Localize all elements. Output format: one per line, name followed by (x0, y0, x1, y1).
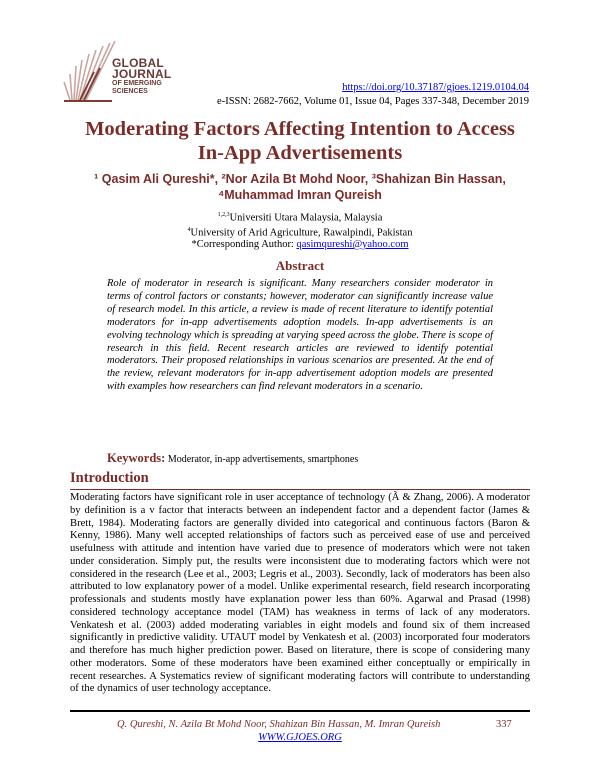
journal-logo (62, 38, 180, 108)
affiliation-2-text: University of Arid Agriculture, Rawalpindi, Pakistan (190, 227, 413, 239)
author-line-1: ¹ Qasim Ali Qureshi*, ²Nor Azila Bt Mohd Noor, ³Shahizan Bin Hassan, (94, 172, 506, 186)
logo-line-3: OF EMERGING (112, 80, 162, 87)
page-number: 337 (496, 719, 512, 730)
corresponding-author (60, 238, 540, 251)
journal-logo-mark-icon (62, 38, 116, 106)
logo-line-2: JOURNAL (112, 67, 172, 81)
logo-line-4: SCIENCES (112, 88, 148, 95)
logo-line-1: GLOBAL (112, 56, 164, 70)
keywords-label: Keywords: (107, 451, 166, 465)
issn-line: e-ISSN: 2682-7662, Volume 01, Issue 04, Pages 337-348, December 2019 (217, 96, 529, 107)
footer-divider (70, 710, 530, 712)
affiliation-1 (60, 209, 540, 225)
introduction-body: Moderating factors have significant role in user acceptance of technology (Ã & Zhang, 2006). A moderator by definition is a v factor that interacts between an independent factor and a dependent factor (James & Brett, 1984). Moderating factors are generally divided into categorical and continuous factors (Baron & Kenny, 1986). Many well accepted relationships of factors such as perceived ease of use and perceived usefulness with attitude and intention have varied due to presence of moderators which were not taken under consideration. Simply put, the results were inconsistent due to moderating factors which were not considered in the research (Lee et al., 2003; Legris et al., 2003). Secondly, lack of moderators has been also attributed to low explanatory power of a model. Unlike experimental research, field research incorporating professionals and students mostly have explanation power less than 60%. Agarwal and Prasad (1998) considered technology acceptance model (TAM) has weakness in terms of lack of any moderators. Venkatesh et al. (2003) added moderating variables in eight models and found six of them increased significantly in predictive validity. UTAUT model by Venkatesh et al. (2003) incorporated four moderators and therefore has much higher prediction power. Based on literature, there is scope of considering many other moderators. Some of these moderators have been examined either conceptually or empirically in recent researches. A Systematics review of significant moderating factors will contribute to understanding of the dynamics of user technology acceptance. (70, 492, 530, 695)
keywords (107, 451, 358, 466)
keywords-text: Moderator, in-app advertisements, smartphones (167, 454, 359, 465)
affiliation-1-marker: 1,2,3 (217, 212, 230, 218)
author-line-2: ⁴Muhammad Imran Qureish (218, 188, 382, 202)
paper-title-line-1: Moderating Factors Affecting Intention to Access (85, 118, 515, 140)
corresponding-author-email-link[interactable]: qasimqureshi@yahoo.com (296, 239, 409, 250)
abstract-body: Role of moderator in research is significant. Many researchers consider moderator in terms of control factors or constants; however, moderator can significantly increase value of research model. In this article, a review is made of recent literature to identify potential moderators for in-app advertisements adoption models. In-app advertisements is an evolving technology which is spreading at varying speed across the globe. There is scope of research in this field. Recent research articles are reviewed to identify potential moderators. Their proposed relationships in various scenarios are presented. At the end of the review, relevant moderators for in-app advertisement adoption models are presented with examples how researchers can find relevant moderators in a scenario. (107, 278, 493, 393)
introduction-heading: Introduction (70, 470, 149, 486)
footer-authors: Q. Qureshi, N. Azila Bt Mohd Noor, Shahizan Bin Hassan, M. Imran Qureish (117, 719, 441, 730)
paper-title (30, 117, 570, 165)
affiliation-2-marker: 4 (187, 227, 191, 233)
paper-title-line-2: In-App Advertisements (197, 142, 403, 164)
abstract-heading: Abstract (275, 258, 325, 273)
corresponding-author-label: *Corresponding Author: (191, 239, 294, 250)
affiliation-1-text: Universiti Utara Malaysia, Malaysia (229, 212, 383, 224)
section-divider (70, 489, 530, 490)
author-list (40, 171, 560, 203)
doi-link[interactable]: https://doi.org/10.37187/gjoes.1219.0104.04 (342, 82, 529, 93)
journal-website-link[interactable]: WWW.GJOES.ORG (258, 732, 342, 743)
